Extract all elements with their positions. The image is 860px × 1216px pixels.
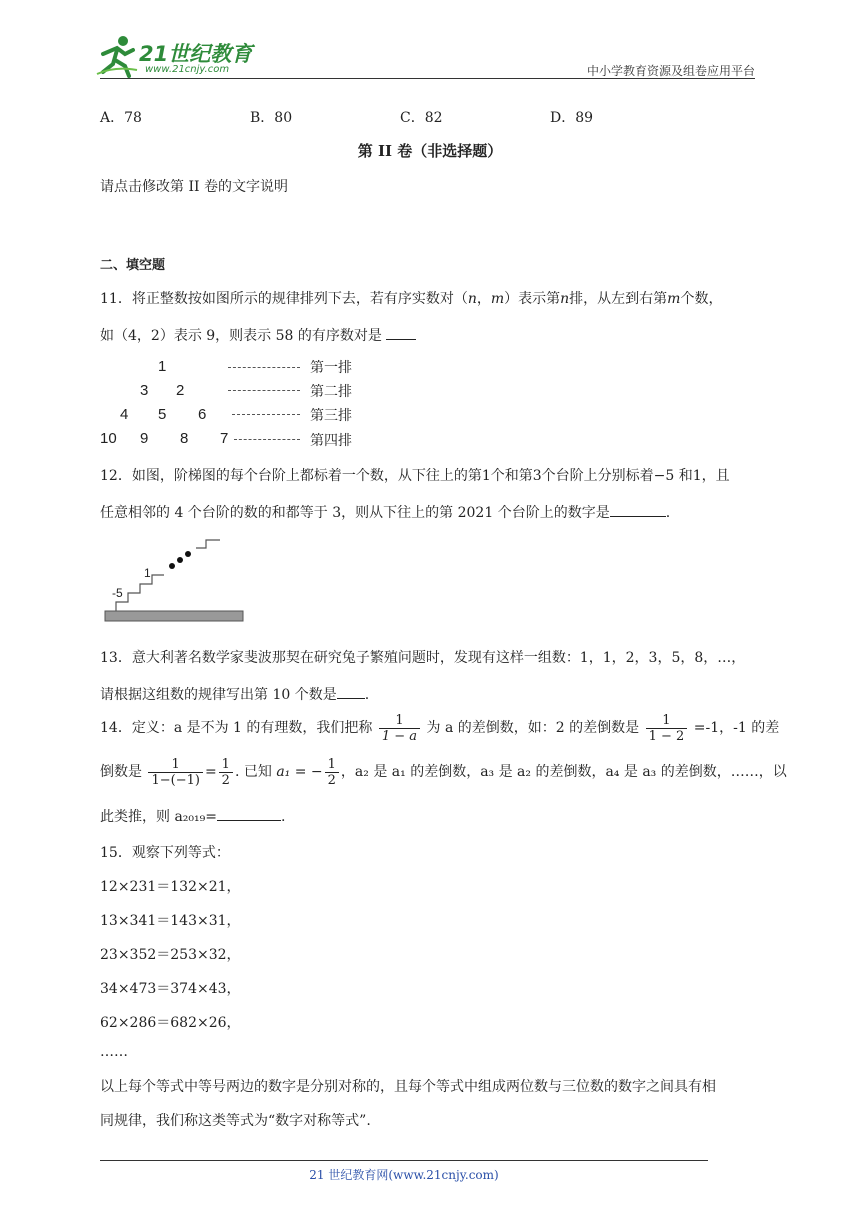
header-tagline: 中小学教育资源及组卷应用平台 <box>586 64 755 78</box>
q14-line2: 倒数是 $\frac{1}{1-(-1)}$ = $\frac{1}{2}$ . 已知 a₁ = − $\frac{1}{2}$ ，a₂ 是 a₁ 的差倒数，a₃ 是 a₂ 的差倒数，a₄ 是 a₃ 的差倒数，……，以 <box>100 756 787 788</box>
q15-para2: 同规律，我们称这类等式为“数字对称等式”. <box>100 1113 371 1129</box>
answer-blank[interactable] <box>386 339 416 340</box>
fig-num: 1 <box>158 358 167 375</box>
fig-dash <box>228 367 300 368</box>
fraction: $\frac{1}{2}$ <box>325 757 339 788</box>
staircase-icon <box>100 536 250 626</box>
fig-row-label: 第三排 <box>310 408 352 424</box>
logo-url-text: www.21cnjy.com <box>145 64 230 75</box>
answer-blank[interactable] <box>337 698 365 699</box>
fraction: $\frac{1}{2}$ <box>219 757 233 788</box>
logo-main-text: 21世纪教育 <box>139 42 253 66</box>
fig-num: 2 <box>176 382 185 399</box>
q15-equation: 13×341＝143×31， <box>100 913 241 929</box>
answer-blank[interactable] <box>217 820 281 821</box>
fraction: $\frac{1}{1-(-1)}$ <box>148 757 202 788</box>
fraction: $\frac{1}{1 - 2}$ <box>646 713 688 744</box>
q15-equation: 62×286＝682×26， <box>100 1015 241 1031</box>
answer-blank[interactable] <box>610 516 666 517</box>
fig-dash <box>228 390 300 391</box>
runner-logo-icon <box>95 34 139 78</box>
footer-text[interactable]: 21 世纪教育网(www.21cnjy.com) <box>309 1168 499 1182</box>
step-label-minus5: -5 <box>112 586 123 600</box>
fig-num: 5 <box>158 406 167 423</box>
q15-equation: 23×352＝253×32， <box>100 947 241 963</box>
staircase-figure <box>100 536 250 626</box>
q14-line1: 14．定义：a 是不为 1 的有理数，我们把称 $\frac{1}{1 - a}$ 为 a 的差倒数，如：2 的差倒数是 $\frac{1}{1 - 2}$ =-1，-1 的差 <box>100 712 780 744</box>
q12-line1: 12．如图，阶梯图的每个台阶上都标着一个数，从下往上的第1个和第3个台阶上分别标着−5 和1，且 <box>100 468 730 484</box>
q15-ellipsis: …… <box>100 1044 128 1060</box>
fraction: $\frac{1}{1 - a}$ <box>379 713 420 744</box>
fig-num: 7 <box>220 430 229 447</box>
fig-row-label: 第二排 <box>310 384 352 400</box>
fig-dash <box>232 414 300 415</box>
q11-line1: 11．将正整数按如图所示的规律排列下去，若有序实数对（n，m）表示第n排，从左到右第m个数， <box>100 291 723 307</box>
section-title: 第 II 卷（非选择题） <box>357 142 503 160</box>
q15-equation: 34×473＝374×43， <box>100 981 241 997</box>
option-a: A．78 <box>100 110 142 126</box>
header <box>0 0 860 80</box>
q12-line2: 任意相邻的 4 个台阶的数的和都等于 3，则从下往上的第 2021 个台阶上的数字是 . <box>100 505 671 521</box>
q11-figure <box>100 352 370 452</box>
q13-line2: 请根据这组数的规律写出第 10 个数是 . <box>100 687 370 703</box>
fig-num: 9 <box>140 430 149 447</box>
fig-num: 4 <box>120 406 129 423</box>
footer-rule <box>100 1160 708 1161</box>
q15-para1: 以上每个等式中等号两边的数字是分别对称的，且每个等式中组成两位数与三位数的数字之间具有相 <box>100 1079 716 1095</box>
fig-num: 10 <box>100 430 117 447</box>
option-b: B．80 <box>250 110 293 126</box>
q13-line1: 13．意大利著名数学家斐波那契在研究兔子繁殖问题时，发现有这样一组数：1，1，2，3，5，8，…， <box>100 650 746 666</box>
fig-num: 3 <box>140 382 149 399</box>
part-heading: 二、填空题 <box>100 258 166 273</box>
section-note: 请点击修改第 II 卷的文字说明 <box>100 179 288 195</box>
q15-equation: 12×231＝132×21， <box>100 879 241 895</box>
fig-row-label: 第一排 <box>310 360 352 376</box>
header-rule <box>100 78 755 79</box>
option-c: C．82 <box>400 110 443 126</box>
logo <box>95 34 265 78</box>
fig-num: 8 <box>180 430 189 447</box>
option-d: D．89 <box>550 110 594 126</box>
q11-line2: 如（4，2）表示 9，则表示 58 的有序数对是 <box>100 325 416 345</box>
fig-row-label: 第四排 <box>310 433 352 449</box>
fig-num: 6 <box>198 406 207 423</box>
q14-line3: 此类推，则 a₂₀₁₉= . <box>100 809 286 825</box>
step-label-one: 1 <box>144 566 151 580</box>
q15-intro: 15．观察下列等式： <box>100 845 230 861</box>
fig-dash <box>234 439 300 440</box>
